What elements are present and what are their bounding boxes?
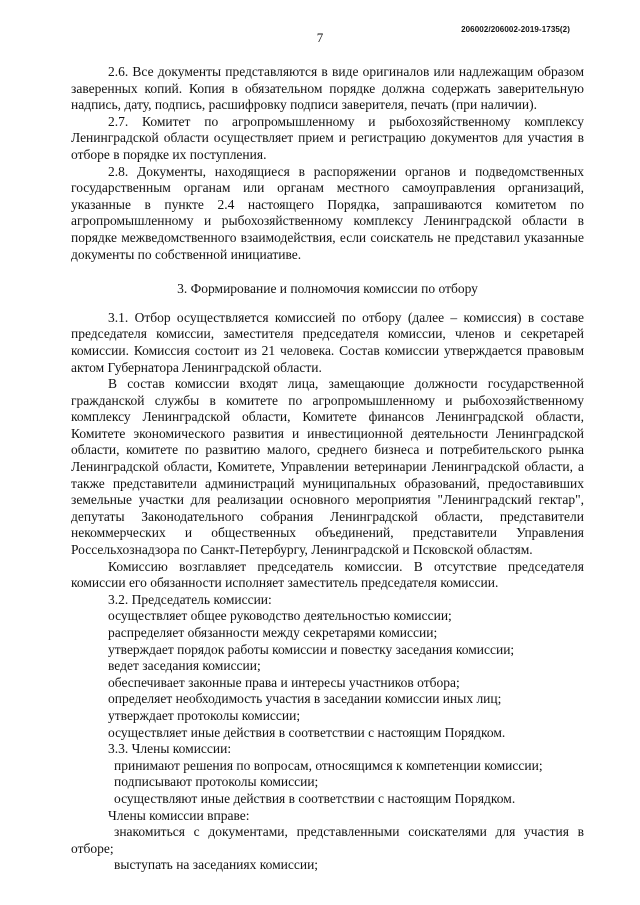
list-item: принимают решения по вопросам, относящимся к компетенции комиссии; <box>114 757 543 773</box>
paragraph-2-8: 2.8. Документы, находящиеся в распоряжении органов и подведомственных государственным органам или органам местного самоуправления организаций, указанные в пункте 2.4 настоящего Порядка, запрашиваются комитетом по агропромышленному и рыбохозяйственному комплексу Ленинградской области в порядке межведомственного взаимодействия, если соискатель не представил указанные документы по собственной инициативе. <box>71 163 584 262</box>
document-code: 206002/206002-2019-1735(2) <box>461 25 570 34</box>
list-item: осуществляет иные действия в соответствии с настоящим Порядком. <box>108 724 506 740</box>
paragraph-2-6: 2.6. Все документы представляются в виде оригиналов или надлежащим образом заверенных копий. Копия в обязательном порядке должна содержать заверительную надпись, дату, подпись, расшифровку подписи заверителя, печать (при наличии). <box>71 64 584 113</box>
paragraph-3-2-heading: 3.2. Председатель комиссии: <box>108 591 272 607</box>
page-number: 7 <box>316 30 324 45</box>
document-body <box>71 64 584 874</box>
list-item: обеспечивает законные права и интересы участников отбора; <box>108 674 460 690</box>
list-item: распределяет обязанности между секретарями комиссии; <box>108 625 438 640</box>
list-item: определяет необходимость участия в заседании комиссии иных лиц; <box>108 691 502 707</box>
list-item: утверждает протоколы комиссии; <box>108 707 301 723</box>
paragraph-3-3-heading: 3.3. Члены комиссии: <box>108 741 232 757</box>
list-item: утверждает порядок работы комиссии и повестку заседания комиссии; <box>108 641 515 657</box>
list-item: осуществляет общее руководство деятельностью комиссии; <box>108 608 452 624</box>
section-3-heading: 3. Формирование и полномочия комиссии по отбору <box>177 281 478 297</box>
list-item: подписывают протоколы комиссии; <box>114 774 319 790</box>
list-item: осуществляют иные действия в соответствии с настоящим Порядком. <box>114 790 516 806</box>
paragraph-3-1-chairman: Комиссию возглавляет председатель комиссии. В отсутствие председателя комиссии его обязанности исполняет заместитель председателя комиссии. <box>71 558 584 591</box>
members-right-item: выступать на заседаниях комиссии; <box>114 857 319 873</box>
members-duties-list <box>71 758 584 808</box>
list-item: ведет заседания комиссии; <box>108 658 261 674</box>
members-right-item: знакомиться с документами, представленными соискателями для участия в отборе; <box>71 824 584 856</box>
paragraph-2-7: 2.7. Комитет по агропромышленному и рыбохозяйственному комплексу Ленинградской области осуществляет прием и регистрацию документов для участия в отборе в порядке их поступления. <box>71 113 584 162</box>
paragraph-3-1: 3.1. Отбор осуществляется комиссией по отбору (далее – комиссия) в составе председателя комиссии, заместителя председателя комиссии, членов и секретарей комиссии. Комиссия состоит из 21 человека. Состав комиссии утверждается правовым актом Губернатора Ленинградской области. <box>71 309 584 375</box>
members-rights-heading: Члены комиссии вправе: <box>108 807 250 823</box>
paragraph-3-1-composition: В состав комиссии входят лица, замещающие должности государственной гражданской службы в комитете по агропромышленному и рыбохозяйственному комплексу Ленинградской области, Комитете финансов Ленинградской области, Комитете экономического развития и инвестиционной деятельности Ленинградской области, комитете по развитию малого, среднего бизнеса и потребительского рынка Ленинградской области, Комитете, Управлении ветеринарии Ленинградской области, а также представители администраций муниципальных образований, предоставивших земельные участки для реализации основного мероприятия "Ленинградский гектар", депутаты Законодательного собрания Ленинградской области, представители некоммерческих и общественных объединений, представители Управления Россельхознадзора по Санкт-Петербургу, Ленинградской и Псковской областям. <box>71 376 584 558</box>
chairman-duties-list <box>71 608 584 741</box>
